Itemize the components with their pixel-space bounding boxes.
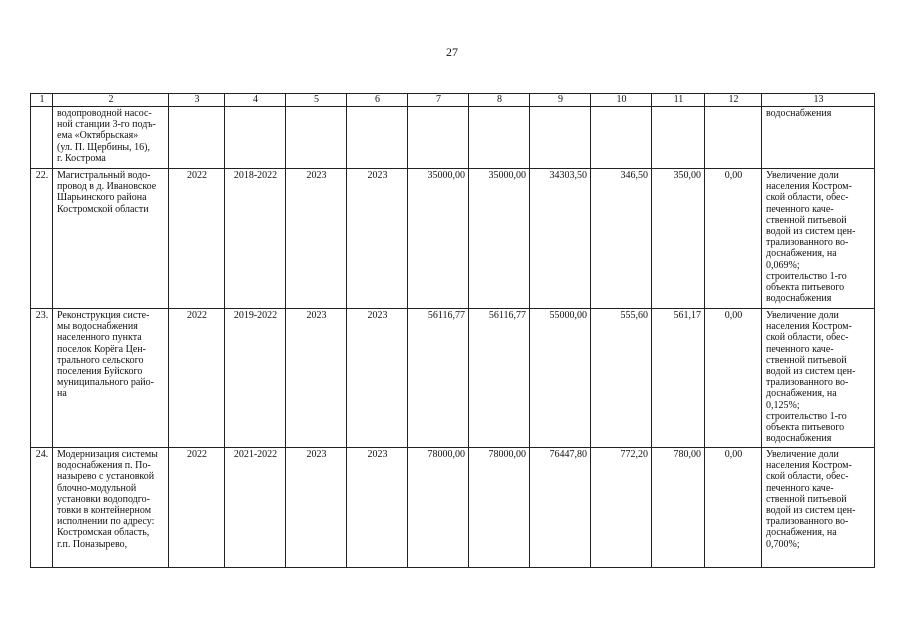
period-cell: 2021-2022 <box>225 448 286 568</box>
amount-cell: 56116,77 <box>469 309 530 448</box>
amount-cell: 772,20 <box>591 448 652 568</box>
amount-cell: 35000,00 <box>469 169 530 309</box>
program-table <box>30 93 875 568</box>
amount-cell <box>652 107 705 169</box>
amount-cell: 0,00 <box>705 448 762 568</box>
amount-cell: 56116,77 <box>408 309 469 448</box>
amount-cell: 35000,00 <box>408 169 469 309</box>
object-name-cell: Магистральный водо- провод в д. Ивановское Шарьинского района Костромской области <box>53 169 169 309</box>
year-cell: 2022 <box>169 169 225 309</box>
amount-cell: 76447,80 <box>530 448 591 568</box>
header-cell: 3 <box>169 94 225 107</box>
item-number-cell <box>31 107 53 169</box>
amount-cell: 350,00 <box>652 169 705 309</box>
header-cell: 2 <box>53 94 169 107</box>
amount-cell: 0,00 <box>705 309 762 448</box>
amount-cell: 561,17 <box>652 309 705 448</box>
year-cell: 2023 <box>347 309 408 448</box>
amount-cell <box>408 107 469 169</box>
header-cell: 8 <box>469 94 530 107</box>
amount-cell <box>530 107 591 169</box>
period-cell <box>225 107 286 169</box>
header-cell: 7 <box>408 94 469 107</box>
result-indicator-cell: водоснабжения <box>762 107 875 169</box>
header-cell: 4 <box>225 94 286 107</box>
year-cell: 2022 <box>169 309 225 448</box>
result-indicator-cell: Увеличение доли населения Костром- ской области, обес- печенного каче- ственной питьевой водой из систем цен- трализованного во- доснабжения, на 0,069%; строительство 1-го объекта питьевого водоснабжения <box>762 169 875 309</box>
object-name-cell: Реконструкция систе- мы водоснабжения населенного пункта поселок Корёга Цен- трального сельского поселения Буйского муниципального райо- на <box>53 309 169 448</box>
table-row <box>31 448 875 568</box>
amount-cell: 78000,00 <box>469 448 530 568</box>
year-cell: 2023 <box>347 448 408 568</box>
item-number-cell: 22. <box>31 169 53 309</box>
year-cell: 2023 <box>286 169 347 309</box>
period-cell: 2019-2022 <box>225 309 286 448</box>
period-cell: 2018-2022 <box>225 169 286 309</box>
year-cell <box>169 107 225 169</box>
year-cell: 2023 <box>286 309 347 448</box>
amount-cell: 555,60 <box>591 309 652 448</box>
year-cell: 2023 <box>286 448 347 568</box>
result-indicator-cell: Увеличение доли населения Костром- ской области, обес- печенного каче- ственной питьевой водой из систем цен- трализованного во- доснабжения, на 0,700%; <box>762 448 875 568</box>
header-cell: 1 <box>31 94 53 107</box>
year-cell: 2023 <box>347 169 408 309</box>
object-name-cell: водопроводной насос- ной станции 3-го подъ- ема «Октябрьская» (ул. П. Щербины, 16), г. Кострома <box>53 107 169 169</box>
amount-cell: 346,50 <box>591 169 652 309</box>
amount-cell <box>591 107 652 169</box>
amount-cell: 55000,00 <box>530 309 591 448</box>
year-cell: 2022 <box>169 448 225 568</box>
amount-cell <box>705 107 762 169</box>
header-cell: 11 <box>652 94 705 107</box>
result-indicator-cell: Увеличение доли населения Костром- ской области, обес- печенного каче- ственной питьевой водой из систем цен- трализованного во- доснабжения, на 0,125%; строительство 1-го объекта питьевого водоснабжения <box>762 309 875 448</box>
header-cell: 5 <box>286 94 347 107</box>
amount-cell: 34303,50 <box>530 169 591 309</box>
header-cell: 10 <box>591 94 652 107</box>
item-number-cell: 24. <box>31 448 53 568</box>
object-name-cell: Модернизация системы водоснабжения п. По- назырево с установкой блочно-модульной установки водоподго- товки в контейнерном исполнении по адресу: Костромская область, г.п. Поназырево, <box>53 448 169 568</box>
amount-cell <box>469 107 530 169</box>
table-row <box>31 309 875 448</box>
table-row <box>31 169 875 309</box>
header-cell: 6 <box>347 94 408 107</box>
column-number-row <box>31 94 875 107</box>
header-cell: 12 <box>705 94 762 107</box>
amount-cell: 78000,00 <box>408 448 469 568</box>
year-cell <box>347 107 408 169</box>
amount-cell: 780,00 <box>652 448 705 568</box>
header-cell: 13 <box>762 94 875 107</box>
page-number: 27 <box>446 45 458 59</box>
header-cell: 9 <box>530 94 591 107</box>
amount-cell: 0,00 <box>705 169 762 309</box>
item-number-cell: 23. <box>31 309 53 448</box>
table-row <box>31 107 875 169</box>
year-cell <box>286 107 347 169</box>
